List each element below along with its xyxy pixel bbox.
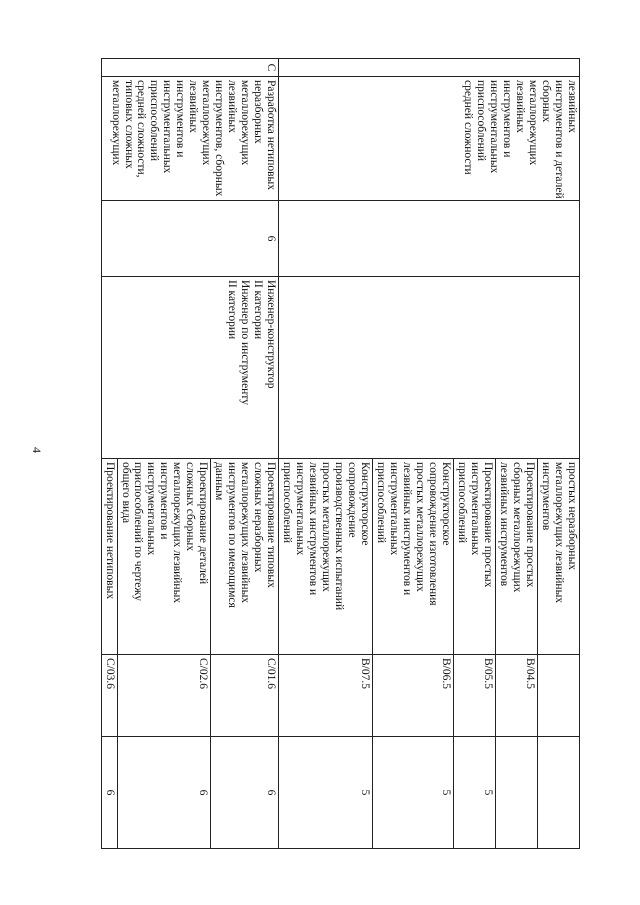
- function-name-cell: Проектирование типовых сложных неразборных металлорежущих лезвийных инструментов по имеющимся данным: [211, 459, 279, 655]
- function-name-cell: Конструкторское сопровождение изготовления простых металлорежущих лезвийных инструментов и инструментальных приспособлений: [373, 459, 454, 655]
- function-code-cell: C/03.6: [101, 655, 117, 737]
- function-name-cell: простых неразборных металлорежущих лезвийных инструментов: [538, 459, 580, 655]
- function-code-cell: B/07.5: [279, 655, 373, 737]
- function-code-cell: [538, 655, 580, 737]
- function-level-cell: 5: [373, 737, 454, 849]
- page-number: 4: [30, 447, 44, 453]
- function-name-cell: Конструкторское сопровождение производственных испытаний простых металлорежущих лезвийных инструментов и инструментальных приспособлений: [279, 459, 373, 655]
- function-level-cell: 5: [279, 737, 373, 849]
- function-code-cell: C/01.6: [211, 655, 279, 737]
- function-name-cell: Проектирование деталей сложных сборных металлорежущих лезвийных инструментов и инструментальных приспособлений по чертежу общего вида: [117, 459, 211, 655]
- group-level-cell: [279, 201, 580, 277]
- function-level-cell: 6: [211, 737, 279, 849]
- function-level-cell: 6: [101, 737, 117, 849]
- group-code-cell: C: [101, 59, 279, 77]
- group-positions-cell: Инженер-конструктор II категории Инженер по инструменту II категории: [101, 277, 279, 459]
- function-code-cell: C/02.6: [117, 655, 211, 737]
- function-name-cell: Проектирование нетиповых: [101, 459, 117, 655]
- function-code-cell: B/04.5: [496, 655, 538, 737]
- group-code-cell: [279, 59, 580, 77]
- table-row: [211, 59, 279, 849]
- group-level-cell: 6: [101, 201, 279, 277]
- function-level-cell: [538, 737, 580, 849]
- function-name-cell: Проектирование простых сборных металлорежущих лезвийных инструментов: [496, 459, 538, 655]
- function-name-cell: Проектирование простых инструментальных приспособлений: [454, 459, 496, 655]
- table-row: [538, 59, 580, 849]
- professional-standard-table: [101, 58, 580, 849]
- function-code-cell: B/06.5: [373, 655, 454, 737]
- group-name-cell: Разработка нетиповых неразборных металлорежущих лезвийных инструментов, сборных металлорежущих лезвийных инструментов и инструментальных приспособлений средней сложности, типовых сложных металлорежущих: [101, 77, 279, 201]
- function-level-cell: 6: [117, 737, 211, 849]
- function-level-cell: 5: [454, 737, 496, 849]
- function-level-cell: [496, 737, 538, 849]
- group-positions-cell: [279, 277, 580, 459]
- function-code-cell: B/05.5: [454, 655, 496, 737]
- group-name-cell: лезвийных инструментов и деталей сборных металлорежущих лезвийных инструментов и инструментальных приспособлений средней сложности: [279, 77, 580, 201]
